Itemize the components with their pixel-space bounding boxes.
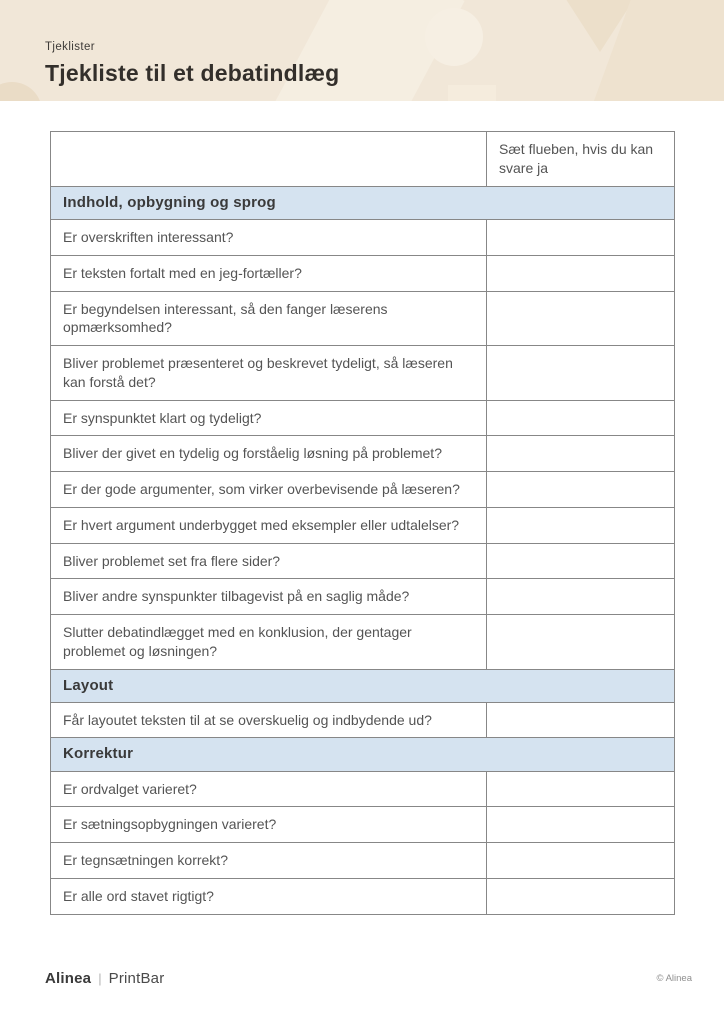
question-text: Bliver der givet en tydelig og forståelig løsning på problemet? <box>51 436 487 472</box>
section-header-label: Layout <box>51 669 675 702</box>
answer-cell <box>487 291 675 346</box>
checklist-row <box>51 436 675 472</box>
checklist-row <box>51 400 675 436</box>
section-header-label: Indhold, opbygning og sprog <box>51 187 675 220</box>
brand-printbar-logo: PrintBar <box>108 970 165 987</box>
question-text: Er sætningsopbygningen varieret? <box>51 807 487 843</box>
answer-cell <box>487 543 675 579</box>
checklist-row <box>51 255 675 291</box>
checklist-row <box>51 807 675 843</box>
section-header-row <box>51 669 675 702</box>
category-label: Tjeklister <box>45 41 96 53</box>
question-text: Bliver problemet set fra flere sider? <box>51 543 487 579</box>
question-text: Er tegnsætningen korrekt? <box>51 843 487 879</box>
brand-alinea-logo: Alinea <box>45 970 92 987</box>
answer-column-header: Sæt flueben, hvis du kan svare ja <box>487 132 675 187</box>
question-text: Slutter debatindlægget med en konklusion, der gentager problemet og løsningen? <box>51 615 487 670</box>
checklist-table <box>50 131 675 915</box>
section-header-label: Korrektur <box>51 738 675 771</box>
section-header-row <box>51 187 675 220</box>
checklist-row <box>51 878 675 914</box>
checklist-row <box>51 291 675 346</box>
copyright-notice: © Alinea <box>656 973 692 984</box>
header-empty-cell <box>51 132 487 187</box>
page-title: Tjekliste til et debatindlæg <box>45 60 340 86</box>
checklist-row <box>51 507 675 543</box>
checklist-row <box>51 702 675 738</box>
question-text: Er hvert argument underbygget med eksempler eller udtalelser? <box>51 507 487 543</box>
question-text: Bliver problemet præsenteret og beskrevet tydeligt, så læseren kan forstå det? <box>51 346 487 401</box>
answer-cell <box>487 843 675 879</box>
question-text: Er teksten fortalt med en jeg-fortæller? <box>51 255 487 291</box>
checklist-row <box>51 771 675 807</box>
answer-cell <box>487 615 675 670</box>
answer-cell <box>487 878 675 914</box>
answer-cell <box>487 579 675 615</box>
answer-cell <box>487 807 675 843</box>
answer-cell <box>487 255 675 291</box>
answer-cell <box>487 771 675 807</box>
question-text: Er begyndelsen interessant, så den fanger læserens opmærksomhed? <box>51 291 487 346</box>
checklist-row <box>51 543 675 579</box>
brand-lockup <box>45 970 164 987</box>
brand-separator: | <box>98 971 102 986</box>
decorative-circle-shape <box>425 8 483 66</box>
question-text: Er overskriften interessant? <box>51 220 487 256</box>
decorative-rect-shape <box>448 85 496 101</box>
question-text: Er synspunktet klart og tydeligt? <box>51 400 487 436</box>
answer-cell <box>487 346 675 401</box>
checklist-row <box>51 346 675 401</box>
checklist-row <box>51 843 675 879</box>
checklist-row <box>51 220 675 256</box>
checklist-table-body <box>51 132 675 915</box>
question-text: Får layoutet teksten til at se overskuelig og indbydende ud? <box>51 702 487 738</box>
answer-cell <box>487 507 675 543</box>
page-footer <box>45 970 692 987</box>
checklist-row <box>51 579 675 615</box>
answer-cell <box>487 702 675 738</box>
answer-cell <box>487 400 675 436</box>
checklist-row <box>51 615 675 670</box>
answer-cell <box>487 436 675 472</box>
question-text: Er ordvalget varieret? <box>51 771 487 807</box>
answer-cell <box>487 220 675 256</box>
checklist-row <box>51 472 675 508</box>
question-text: Er alle ord stavet rigtigt? <box>51 878 487 914</box>
table-header-row <box>51 132 675 187</box>
answer-cell <box>487 472 675 508</box>
checklist-table-container <box>50 131 675 915</box>
question-text: Bliver andre synspunkter tilbagevist på en saglig måde? <box>51 579 487 615</box>
header-text-block <box>45 41 339 87</box>
decorative-corner-circle-shape <box>0 82 42 101</box>
section-header-row <box>51 738 675 771</box>
page-header <box>0 0 724 101</box>
question-text: Er der gode argumenter, som virker overbevisende på læseren? <box>51 472 487 508</box>
